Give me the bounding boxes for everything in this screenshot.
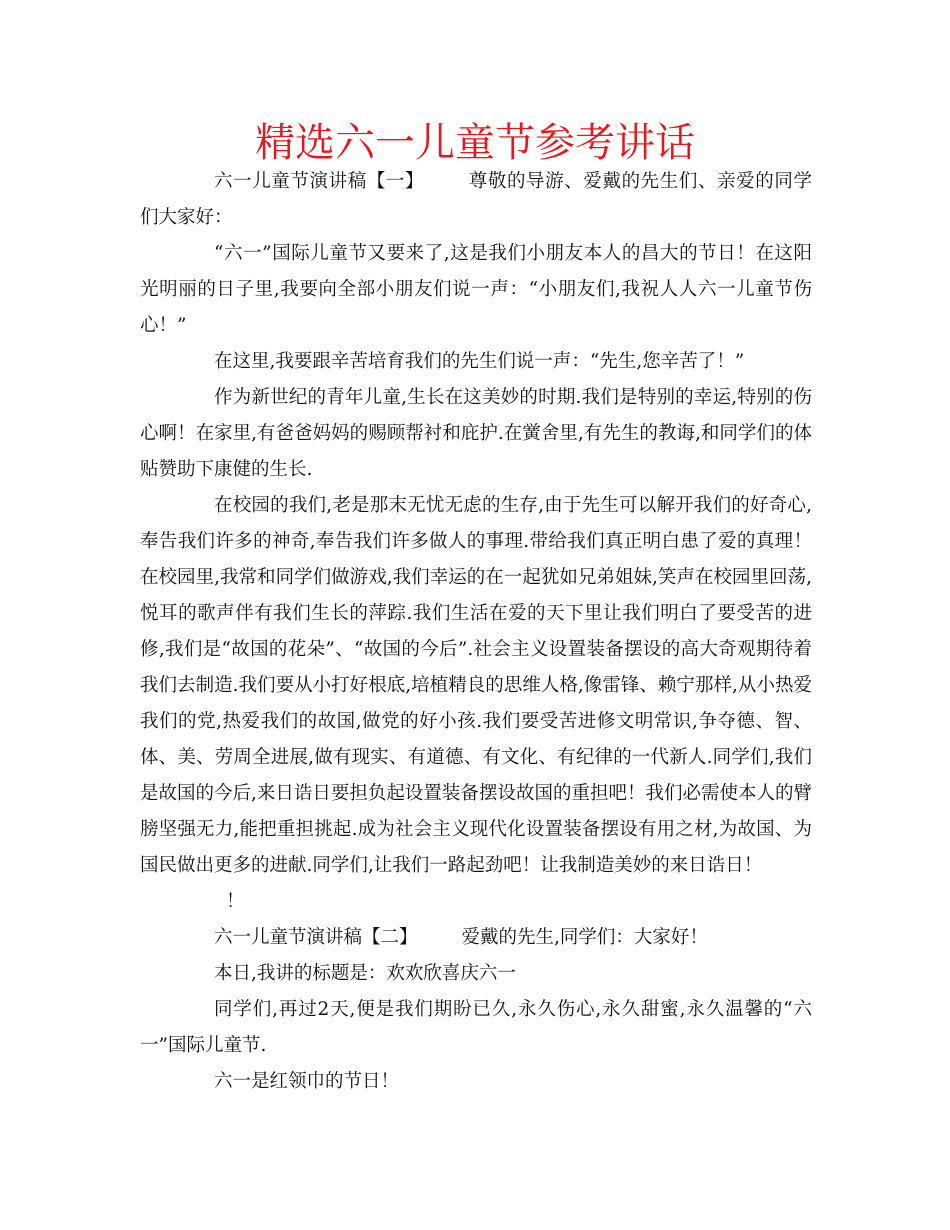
paragraph: 在校园的我们,老是那末无忧无虑的生存,由于先生可以解开我们的好奇心,奉告我们许多的神奇,奉告我们许多做人的事理.带给我们真正明白患了爱的真理！在校园里,我常和同学们做游戏,我们幸运的在一起犹如兄弟姐妹,笑声在校园里回荡,悦耳的歌声伴有我们生长的萍踪.我们生活在爱的天下里让我们明白了要受苦的进修,我们是“故国的花朵”、“故国的今后”.社会主义设置装备摆设的高大奇观期待着我们去制造.我们要从小打好根底,培植精良的思维人格,像雷锋、赖宁那样,从小热爱我们的党,热爱我们的故国,做党的好小孩.我们要受苦进修文明常识,争夺德、智、体、美、劳周全进展,做有现实、有道德、有文化、有纪律的一代新人.同学们,我们是故国的今后,来日诰日要担负起设置装备摆设故国的重担吧！我们必需使本人的臂膀坚强无力,能把重担挑起.成为社会主义现代化设置装备摆设有用之材,为故国、为国民做出更多的进献.同学们,让我们一路起劲吧！让我制造美妙的来日诰日！ — [140, 495, 812, 876]
speech-two-greeting: 爱戴的先生,同学们：大家好！ — [461, 927, 708, 948]
paragraph: 同学们,再过2天,便是我们期盼已久,永久伤心,永久甜蜜,永久温馨的“六一”国际儿童节. — [140, 999, 812, 1056]
speech-one-intro — [140, 164, 812, 236]
paragraph: “六一”国际儿童节又要来了,这是我们小朋友本人的昌大的节日！在这阳光明丽的日子里,我要向全部小朋友们说一声：“小朋友们,我祝人人六一儿童节伤心！” — [140, 243, 812, 336]
document-body — [140, 164, 812, 1100]
paragraph: 六一是红领巾的节日！ — [214, 1071, 400, 1092]
speech-two-intro — [140, 920, 812, 956]
speech-two-heading: 六一儿童节演讲稿【二】 — [214, 927, 418, 948]
document-title: 精选六一儿童节参考讲话 — [255, 120, 695, 166]
speech-one-greeting: 尊敬的导游、爱戴的先生们、亲爱的同学们大家好： — [140, 171, 812, 228]
paragraph: 本日,我讲的标题是：欢欢欣喜庆六一 — [214, 963, 516, 984]
paragraph: 作为新世纪的青年儿童,生长在这美妙的时期.我们是特别的幸运,特别的伤心啊！在家里,有爸爸妈妈的赐顾帮衬和庇护.在黉舍里,有先生的教诲,和同学们的体贴赞助下康健的生长. — [140, 387, 812, 480]
paragraph: 在这里,我要跟辛苦培育我们的先生们说一声：“先生,您辛苦了！” — [214, 351, 745, 372]
lone-exclamation: ！ — [226, 891, 245, 912]
speech-one-heading: 六一儿童节演讲稿【一】 — [214, 171, 425, 192]
